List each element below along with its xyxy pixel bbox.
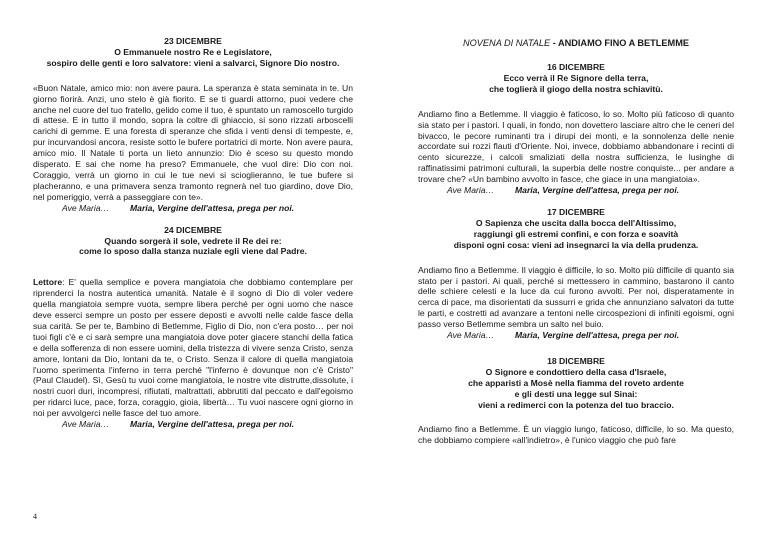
dec23-date: 23 DICEMBRE <box>164 36 222 46</box>
dec16-line-1: Ecco verrà il Re Signore della terra, <box>503 72 649 83</box>
dec18-line-2: che apparisti a Mosè nella fiamma del roveto ardente <box>468 377 684 388</box>
dec18-heading <box>418 356 734 411</box>
dec16-date: 16 DICEMBRE <box>547 62 605 72</box>
dec18-line-1: O Signore e condottiero della casa d'Israele, <box>485 366 667 377</box>
dec24-prayer <box>33 419 353 430</box>
dec23-text: «Buon Natale, amico mio: non avere paura. La speranza è stata seminata in te. Un giorno fiorirà. Anzi, uno stelo è già fiorito. E se ti guardi attorno, puoi vedere che anche nel cuore del tuo fratello, gelido come il tuo, è spuntato un ramoscello turgido di attese. E in tutto il mondo, sopra la coltre di ghiaccio, si sono rizzati arboscelli carichi di gemme. E una foresta di speranze che sfida i venti densi di tempeste, e, pur incurvandosi ancora, resiste sotto le bufere portatrici di morte. Non avere paura, amico mio. Il Natale ti porta un lieto annunzio: Dio è sceso su questo mondo disperato. E sai che nome ha preso? Emmanuele, che vuol dire: Dio con noi. Coraggio, verrà un giorno in cui le tue nevi si scioglieranno, le tue bufere si placheranno, e una primavera senza tramonto regnerà nel tuo giardino, dove Dio, nel pomeriggio, verrà a passeggiare con te». <box>33 82 353 202</box>
page-number: 4 <box>33 512 37 521</box>
dec23-heading <box>33 36 353 69</box>
left-column <box>33 0 353 430</box>
dec18-line-3: e gli desti una legge sul Sinai: <box>514 388 638 399</box>
dec24-heading <box>33 225 353 258</box>
dec24-text-body: : E' quella semplice e povera mangiatoia che dobbiamo contemplare per riprenderci la nostra autentica umanità. Natale è il sogno di Dio di voler vedere quella mangiatoia sempre vuota, sempre libera perché per ogni uomo che nasce deve esserci sempre un posto per essere deposti e avvolti nelle calde fasce della sua carità. Se per te, Bambino di Betlemme, Figlio di Dio, non c'era posto… per noi tuoi figli c'è e ci sarà sempre una mangiatoia dove poter giacere stanchi della fatica e della sofferenza di non essere uomini, della tristezza di vivere senza Cristo, senza amore, lontani da Dio, lontani da te, o Cristo. Senza il calore di quella mangiatoia l'uomo sperimenta l'inferno in terra perché "l'inferno è dovunque non c'è Cristo"(Paul Claudel). Sì, Gesù tu vuoi come mangiatoia, le nostre vite distrutte,dissolute, i nostri cuori duri, incompresi, rifiutati, maltrattati, abbrutiti dal peccato e dall'egoismo per ridarci luce, pace, forza, coraggio, gioia, libertà… Tu vuoi nascere ogni giorno in noi per avvolgerci nelle fasce del tuo amore. <box>33 277 353 419</box>
running-header-title: NOVENA DI NATALE <box>463 38 553 48</box>
dec24-line-1: Quando sorgerà il sole, vedrete il Re dei re: <box>104 235 282 246</box>
prayer-response: Maria, Vergine dell'attesa, prega per noi. <box>515 185 680 196</box>
dec17-date: 17 DICEMBRE <box>547 206 605 217</box>
dec18-date: 18 DICEMBRE <box>547 355 605 366</box>
dec23-line-2: sospiro delle genti e loro salvatore: vieni a salvarci, Signore Dio nostro. <box>46 57 340 68</box>
ave-maria: Ave Maria… <box>447 185 495 196</box>
dec24-date: 24 DICEMBRE <box>164 224 222 235</box>
prayer-response: Maria, Vergine dell'attesa, prega per noi. <box>130 419 295 430</box>
lettore-label: Lettore <box>33 277 63 288</box>
dec23-prayer <box>33 203 353 214</box>
dec16-prayer <box>418 185 734 196</box>
dec16-text: Andiamo fino a Betlemme. Il viaggio è faticoso, lo so. Molto più faticoso di quanto sia stato per i pastori. I quali, in fondo, non dovettero lasciare altro che le ceneri del bivacco, le pecore ruminanti tra i dirupi dei monti, e la sonnolenza delle nenie accordate sui rozzi flauti d'Oriente. Noi, invece, dobbiamo abbandonare i recinti di cento sicurezze, i calcoli smaliziati della nostra sufficienza, le lusinghe di raffinatissimi patrimoni culturali, la superbia delle nostre conquiste... per andare a trovare che? «Un bambino avvolto in fasce, che giace in una mangiatoia». <box>418 108 734 185</box>
dec17-heading <box>418 207 734 251</box>
dec16-heading <box>418 62 734 95</box>
dec17-line-2: raggiungi gli estremi confini, e con forza e soavità <box>473 228 679 239</box>
dec24-text <box>33 277 353 419</box>
dec17-prayer <box>418 330 734 341</box>
ave-maria: Ave Maria… <box>447 330 495 341</box>
right-column <box>418 0 734 446</box>
ave-maria: Ave Maria… <box>62 419 110 430</box>
prayer-response: Maria, Vergine dell'attesa, prega per noi. <box>515 330 680 341</box>
ave-maria: Ave Maria… <box>62 202 110 213</box>
prayer-response: Maria, Vergine dell'attesa, prega per noi. <box>130 202 295 213</box>
dec17-line-1: O Sapienza che uscita dalla bocca dell'Altissimo, <box>475 217 677 228</box>
dec18-line-4: vieni a redimerci con la potenza del tuo braccio. <box>478 399 674 410</box>
dec24-line-2: come lo sposo dalla stanza nuziale egli viene dal Padre. <box>79 246 307 257</box>
dec18-text: Andiamo fino a Betlemme. È un viaggio lungo, faticoso, difficile, lo so. Ma questo, che dobbiamo compiere «all'indietro», è l'unico viaggio che può fare <box>418 424 734 446</box>
dec17-line-3: disponi ogni cosa: vieni ad insegnarci la via della prudenza. <box>453 239 699 250</box>
dec23-line-1: O Emmanuele nostro Re e Legislatore, <box>114 46 272 57</box>
dec17-text: Andiamo fino a Betlemme. Il viaggio è difficile, lo so. Molto più difficile di quanto sia stato per i pastori. Ai quali, perché si mettessero in cammino, bastarono il canto delle schiere celesti e la luce da cui furono avvolti. Per noi, disperatamente in cerca di pace, ma disorientati da sussurri e grida che annunziano salvatori da tutte le parti, e costretti ad avanzare a tentoni nelle circospezioni di infiniti egoismi, ogni passo verso Betlemme sembra un salto nel buio. <box>418 264 734 330</box>
dec16-line-2: che toglierà il giogo della nostra schiavitù. <box>489 83 663 94</box>
running-header-subtitle: - ANDIAMO FINO A BETLEMME <box>552 38 689 48</box>
running-header <box>418 38 734 50</box>
